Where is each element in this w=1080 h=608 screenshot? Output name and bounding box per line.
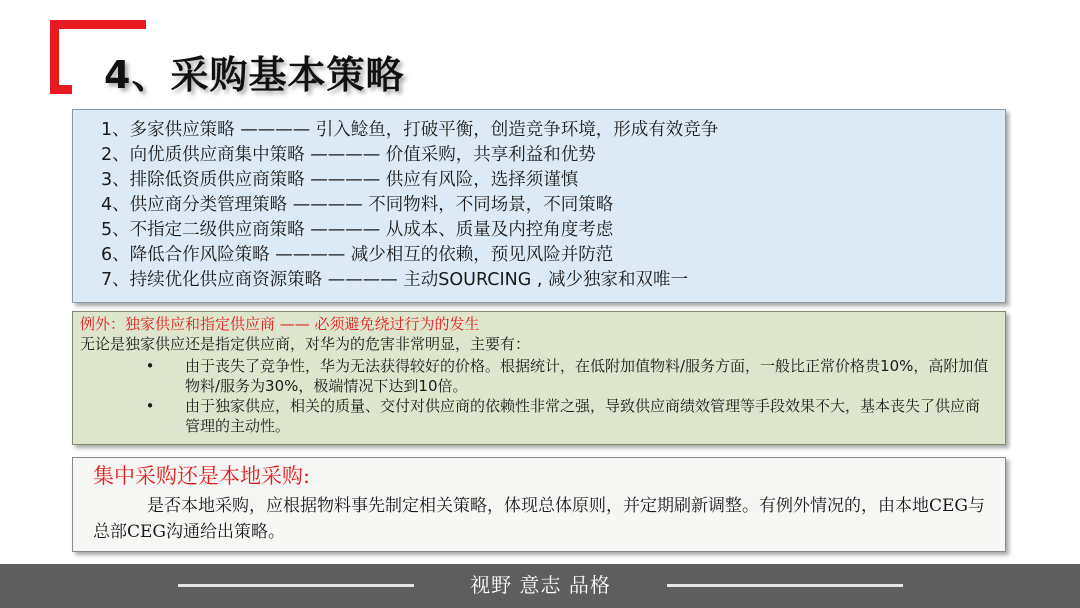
strategy-item-7: 7、持续优化供应商资源策略 ———— 主动SOURCING , 减少独家和双唯一 — [101, 270, 688, 290]
bracket-top-bar — [50, 20, 146, 29]
strategy-item-1: 1、多家供应策略 ———— 引入鲶鱼，打破平衡，创造竞争环境，形成有效竞争 — [101, 120, 719, 140]
bracket-bottom-bar — [50, 85, 72, 94]
exception-bullet-list — [143, 356, 989, 436]
central-vs-local-box — [72, 457, 1006, 552]
exception-bullet-dependency — [143, 396, 989, 436]
footer-slogan: 视野 意志 品格 — [470, 573, 611, 597]
central-body-text: 是否本地采购，应根据物料事先制定相关策略，体现总体原则，并定期刷新调整。有例外情况的，由本地CEG与总部CEG沟通给出策略。 — [93, 496, 985, 542]
strategy-item-3: 3、排除低资质供应商策略 ———— 供应有风险，选择须谨慎 — [101, 170, 579, 190]
footer-bar — [0, 564, 1080, 608]
page-title: 4、采购基本策略 — [104, 53, 405, 97]
exception-bullet-text: 由于独家供应，相关的质量、交付对供应商的依赖性非常之强，导致供应商绩效管理等手段效果不大，基本丧失了供应商管理的主动性。 — [185, 397, 981, 435]
footer-divider-left — [178, 584, 414, 587]
strategy-list — [101, 118, 718, 293]
strategies-box — [72, 109, 1006, 303]
central-heading: 集中采购还是本地采购: — [93, 464, 311, 488]
bullet-dot-icon: • — [145, 357, 155, 375]
bullet-dot-icon: • — [145, 397, 155, 415]
bracket-left-bar — [50, 20, 59, 94]
exception-intro: 无论是独家供应还是指定供应商，对华为的危害非常明显，主要有： — [80, 335, 531, 353]
exception-box — [72, 311, 1006, 445]
strategy-item-4: 4、供应商分类管理策略 ———— 不同物料，不同场景，不同策略 — [101, 195, 614, 215]
exception-bullet-text: 由于丧失了竞争性，华为无法获得较好的价格。根据统计，在低附加值物料/服务方面，一般比正常价格贵10%，高附加值物料/服务为30%，极端情况下达到10倍。 — [185, 357, 989, 395]
strategy-item-2: 2、向优质供应商集中策略 ———— 价值采购，共享利益和优势 — [101, 145, 596, 165]
strategy-item-5: 5、不指定二级供应商策略 ———— 从成本、质量及内控角度考虑 — [101, 220, 614, 240]
exception-heading: 例外：独家供应和指定供应商 —— 必须避免绕过行为的发生 — [80, 315, 480, 333]
exception-bullet-price — [143, 356, 989, 396]
strategy-item-6: 6、降低合作风险策略 ———— 减少相互的依赖，预见风险并防范 — [101, 245, 614, 265]
footer-divider-right — [667, 584, 903, 587]
